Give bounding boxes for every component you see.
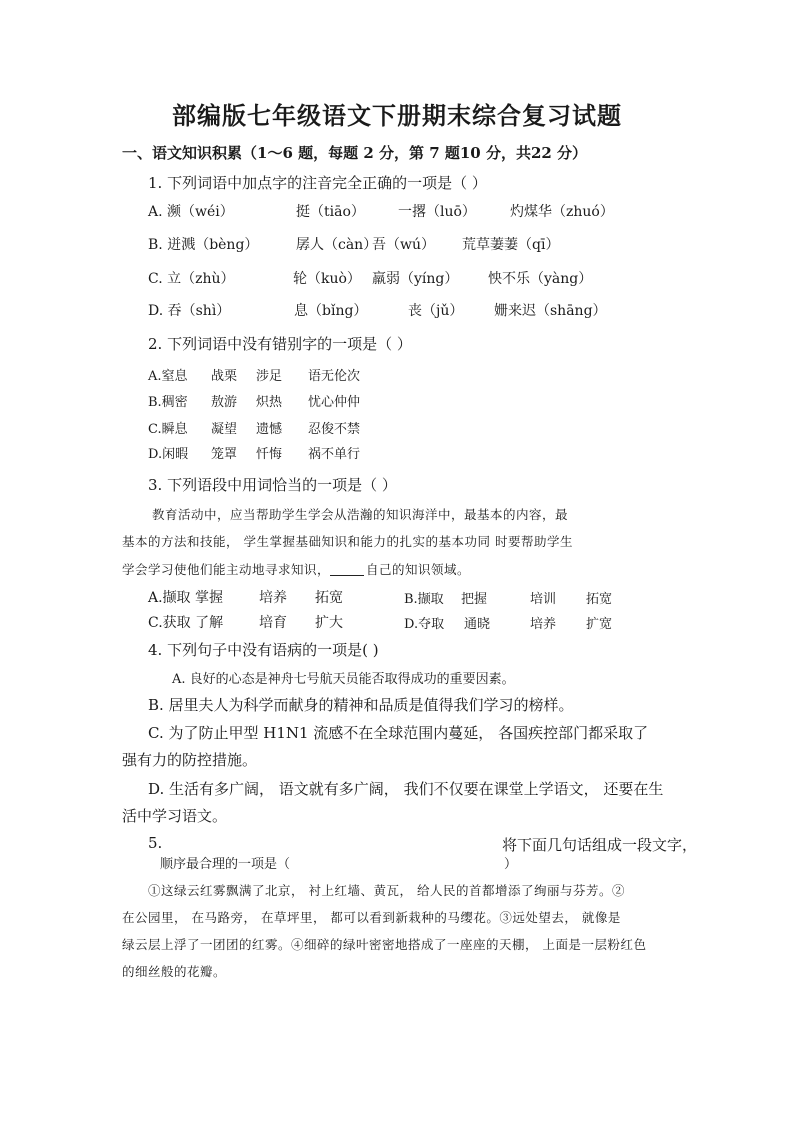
q4-option-d-line-1: D. 生活有多广阔， 语文就有多广阔， 我们不仅要在课堂上学语文， 还要在生 [148, 780, 664, 798]
q2-option-b-4: 忧心仲仲 [308, 395, 361, 410]
q1-option-a-2: 挺（tiāo） [296, 204, 365, 220]
q3-option-a-3: 拓宽 [315, 590, 343, 606]
q3-option-c-1: C.获取 了解 [148, 615, 224, 631]
q3-option-d-1: D.夺取 [404, 617, 445, 632]
q2-option-a-2: 战栗 [211, 369, 238, 384]
q2-option-b-2: 敖游 [211, 395, 238, 410]
q3-option-a-2: 培养 [259, 590, 287, 606]
q1-option-b-3: 吾（wú） [372, 237, 435, 253]
question-5-stem-part-2: 顺序最合理的一项是（ [160, 857, 291, 872]
q2-option-d-2: 笼罩 [211, 447, 238, 462]
q3-option-c-2: 培育 [259, 615, 287, 631]
question-1-stem: 1. 下列词语中加点字的注音完全正确的一项是（ ） [148, 174, 487, 192]
q4-option-c-line-2: 强有力的防控措施。 [122, 751, 258, 769]
q3-option-d-3: 培养 [530, 617, 557, 632]
q2-option-a-4: 语无伦次 [308, 369, 361, 384]
question-3-stem: 3. 下列语段中用词恰当的一项是（ ） [148, 476, 397, 494]
section-heading: 一、语文知识积累（1～6 题，每题 2 分，第 7 题10 分，共22 分） [122, 144, 588, 162]
q3-option-a-1: A.撷取 掌握 [148, 590, 224, 606]
q1-option-c-3: 羸弱（yíng） [372, 271, 459, 287]
question-4-stem: 4. 下列句子中没有语病的一项是( ) [148, 641, 379, 659]
q2-option-d-4: 祸不单行 [308, 447, 361, 462]
q1-option-a-4: 灼煤华（zhuó） [510, 204, 614, 220]
q3-passage-line-1: 教育活动中，应当帮助学生学会从浩瀚的知识海洋中，最基本的内容，最 [152, 507, 569, 522]
q3-passage-line-3 [122, 560, 470, 578]
q2-option-c-3: 遗憾 [256, 422, 283, 437]
q3-option-b-4: 拓宽 [586, 592, 613, 607]
q1-option-b-4: 荒草萋萋（qī） [462, 237, 560, 253]
q2-option-c-2: 凝望 [211, 422, 238, 437]
q4-option-d-line-2: 活中学习语文。 [122, 807, 228, 825]
question-5-number: 5. [148, 834, 163, 852]
q1-option-c-4: 怏不乐（yàng） [488, 271, 593, 287]
q1-option-d-1: D. 吞（shì） [148, 303, 231, 319]
q4-option-c-line-1: C. 为了防止甲型 H1N1 流感不在全球范围内蔓延， 各国疾控部门都采取了 [148, 724, 649, 742]
q5-passage-line-2: 在公园里， 在马路旁， 在草坪里， 都可以看到新栽种的马缨花。③远处望去， 就像是 [122, 910, 621, 925]
q3-option-b-3: 培训 [530, 592, 557, 607]
q2-option-d-3: 忏悔 [256, 447, 283, 462]
q4-option-b: B. 居里夫人为科学而献身的精神和品质是值得我们学习的榜样。 [148, 696, 574, 714]
q3-option-c-3: 扩大 [315, 615, 343, 631]
q5-passage-line-1: ①这绿云红雾飘满了北京， 衬上红墙、黄瓦， 给人民的首都增添了绚丽与芬芳。② [148, 883, 625, 898]
q1-option-c-2: 轮（kuò） [293, 271, 361, 287]
q1-option-a-3: 一撂（luō） [398, 204, 476, 220]
q2-option-b-1: B.稠密 [148, 395, 188, 410]
q1-option-d-3: 丧（jǔ） [408, 303, 464, 319]
q5-passage-line-4: 的细丝般的花瓣。 [122, 964, 227, 979]
question-5-answer-paren: ） [504, 857, 518, 872]
question-5-stem-part-1: 将下面几句话组成一段文字， [502, 836, 698, 854]
q3-option-d-4: 扩宽 [586, 617, 613, 632]
q3-option-b-2: 把握 [461, 592, 488, 607]
q1-option-b-2: 孱人（càn） [296, 237, 378, 253]
fill-blank [330, 561, 364, 576]
q1-option-c-1: C. 立（zhù） [148, 271, 235, 287]
q3-option-b-1: B.撷取 [404, 592, 444, 607]
q5-passage-line-3: 绿云层上浮了一团团的红雾。④细碎的绿叶密密地搭成了一座座的天棚， 上面是一层粉红色 [122, 937, 647, 952]
q2-option-c-1: C.瞬息 [148, 422, 188, 437]
q3-passage-line-3-end: 自己的知识领域。 [366, 562, 471, 577]
page-title: 部编版七年级语文下册期末综合复习试题 [172, 101, 622, 130]
q3-passage-line-2: 基本的方法和技能， 学生掌握基础知识和能力的扎实的基本功同 时要帮助学生 [122, 534, 573, 549]
q2-option-c-4: 忍俊不禁 [308, 422, 361, 437]
q1-option-b-1: B. 迸溅（bèng） [148, 237, 259, 253]
q1-option-a-1: A. 濒（wéi） [148, 204, 234, 220]
q1-option-d-4: 姗来迟（shāng） [494, 303, 607, 319]
q2-option-d-1: D.闲暇 [148, 447, 189, 462]
q3-passage-line-3-text: 学会学习使他们能主动地寻求知识， [122, 562, 331, 577]
q2-option-a-1: A.窒息 [148, 369, 188, 384]
q3-option-d-2: 通晓 [464, 617, 491, 632]
q4-option-a: A. 良好的心态是神舟七号航天员能否取得成功的重要因素。 [172, 672, 515, 687]
question-2-stem: 2. 下列词语中没有错别字的一项是（ ） [148, 335, 412, 353]
q2-option-b-3: 炽热 [256, 395, 283, 410]
q2-option-a-3: 涉足 [256, 369, 283, 384]
q1-option-d-2: 息（bǐng） [294, 303, 368, 319]
